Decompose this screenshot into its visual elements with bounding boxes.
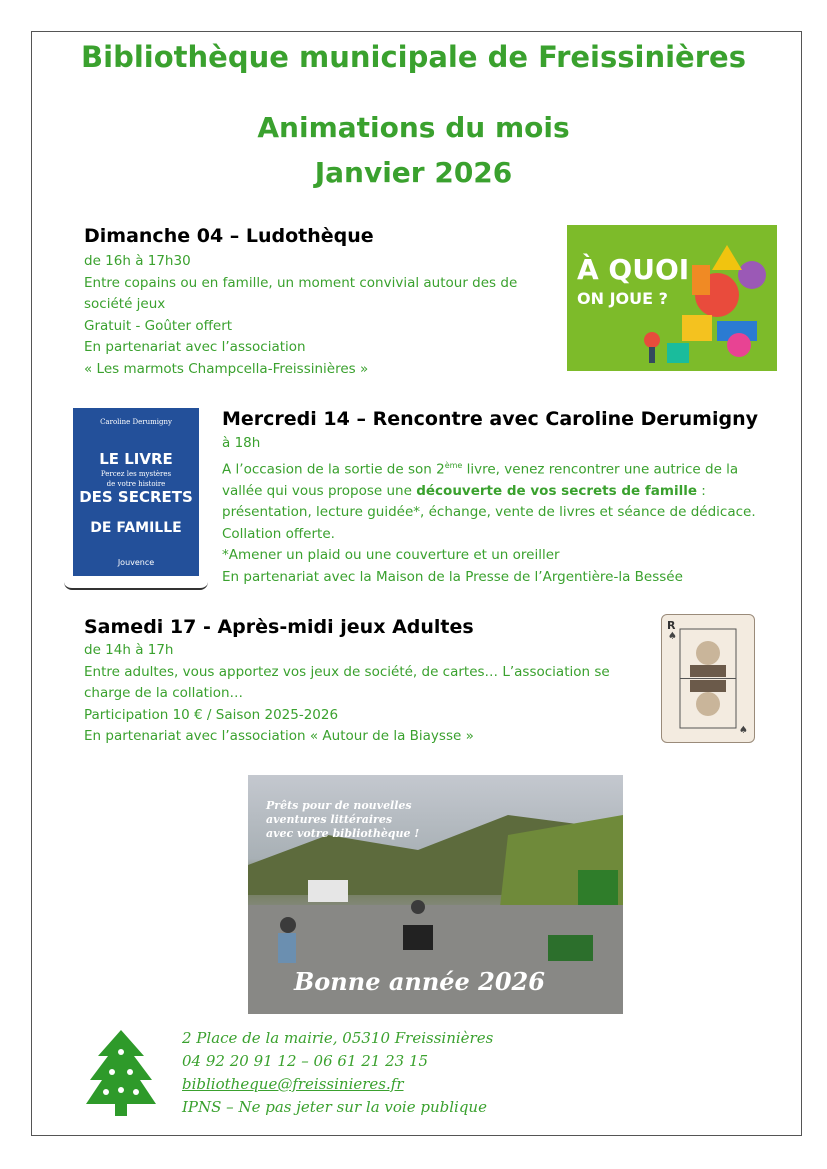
book-subtitle-1: Percez les mystères (100, 470, 172, 478)
library-title: Bibliothèque municipale de Freissinières (81, 40, 746, 74)
event-2-line: *Amener un plaid ou une couverture et un oreiller (222, 547, 560, 564)
month-title: Janvier 2026 (314, 156, 513, 189)
phone-numbers: 04 92 20 91 12 – 06 61 21 23 15 (182, 1052, 429, 1070)
a-quoi-on-joue-image (567, 225, 777, 371)
event-1-line: Entre copains ou en famille, un moment convivial autour des de (84, 274, 518, 291)
event-3-line: charge de la collation… (84, 685, 244, 702)
new-year-photo (248, 775, 623, 1014)
event-3-line: En partenariat avec l’association « Autour de la Biaysse » (84, 728, 474, 745)
event-1-title: Dimanche 04 – Ludothèque (84, 225, 374, 247)
freissinieres-tree-logo (84, 1028, 158, 1118)
event-2-time: à 18h (222, 435, 261, 451)
event-1-line: de 16h à 17h30 (84, 253, 191, 269)
on-joue-text: ON JOUE ? (577, 289, 668, 308)
email-link[interactable]: bibliotheque@freissinieres.fr (182, 1075, 404, 1093)
playing-card-image (661, 614, 755, 743)
a-quoi-text: À QUOI (577, 253, 690, 286)
spade-icon: ♠ (668, 631, 677, 642)
event-3-line: Entre adultes, vous apportez vos jeux de société, de cartes… L’association se (84, 663, 610, 680)
event-2-title: Mercredi 14 – Rencontre avec Caroline Derumigny (222, 408, 759, 430)
event-1-line: « Les marmots Champcella-Freissinières » (84, 360, 369, 377)
book-subtitle-2: de votre histoire (106, 480, 166, 488)
event-3-details (84, 640, 644, 748)
king-figure-icon (662, 615, 754, 742)
event-2-line: A l’occasion de la sortie de son 2ème livre, venez rencontrer une autrice de la (222, 460, 739, 478)
book-publisher: Jouvence (117, 558, 155, 567)
event-2-line: présentation, lecture guidée*, échange, vente de livres et séance de dédicace. (222, 504, 756, 521)
page-subtitle: Animations du mois (257, 111, 570, 144)
address: 2 Place de la mairie, 05310 Freissinières (182, 1029, 494, 1047)
event-2-line: Collation offerte. (222, 525, 335, 542)
event-3-line: de 14h à 17h (84, 642, 174, 658)
event-1-details (84, 251, 554, 381)
card-letter: R (667, 619, 676, 632)
book-author: Caroline Derumigny (100, 418, 172, 426)
event-1-line: En partenariat avec l’association (84, 339, 306, 356)
new-year-greeting: Bonne année 2026 (294, 967, 545, 996)
event-3-title: Samedi 17 - Après-midi jeux Adultes (84, 616, 474, 638)
contact-block (182, 1027, 493, 1119)
ipns-notice: IPNS – Ne pas jeter sur la voie publique (182, 1098, 487, 1116)
book-title-3: DE FAMILLE (90, 520, 182, 536)
book-cover-image (73, 408, 199, 576)
book-shadow (64, 578, 208, 590)
event-2-line: En partenariat avec la Maison de la Presse de l’Argentière-la Bessée (222, 569, 683, 586)
event-2-details (222, 433, 792, 589)
spade-icon: ♠ (739, 725, 748, 736)
book-title-2: DES SECRETS (79, 488, 193, 506)
photo-caption: Prêts pour de nouvelles aventures littéraires avec votre bibliothèque ! (266, 799, 420, 840)
event-3-line: Participation 10 € / Saison 2025-2026 (84, 706, 339, 723)
event-1-line: société jeux (84, 296, 166, 313)
event-1-line: Gratuit - Goûter offert (84, 317, 233, 334)
event-2-line: vallée qui vous propose une découverte de vos secrets de famille : (222, 482, 706, 499)
book-title-1: LE LIVRE (99, 450, 173, 468)
